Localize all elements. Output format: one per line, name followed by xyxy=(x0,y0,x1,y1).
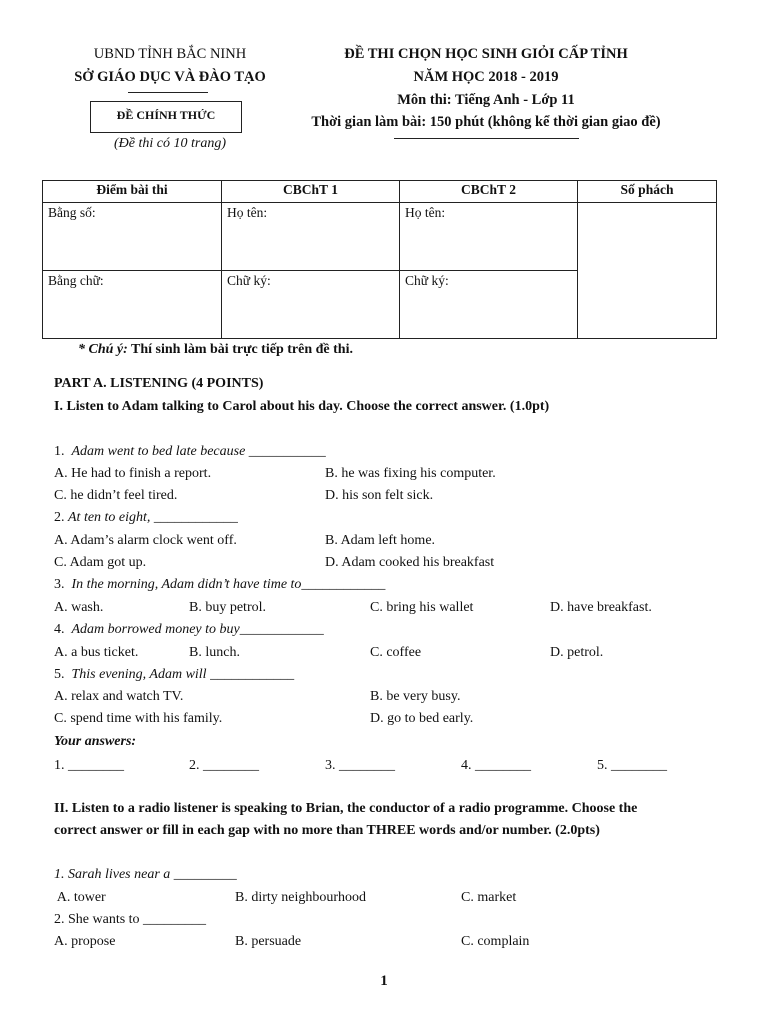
q2-option-b[interactable]: B. Adam left home. xyxy=(325,533,436,548)
question-5 xyxy=(54,667,294,683)
answer-4[interactable]: 4. ________ xyxy=(461,758,531,773)
examiner-1-signature[interactable]: Chữ ký: xyxy=(222,271,400,339)
header-examiner-1: CBChT 1 xyxy=(222,181,400,203)
question-1 xyxy=(54,444,326,460)
header-code: Số phách xyxy=(578,181,717,203)
official-label: ĐỀ CHÍNH THỨC xyxy=(116,108,216,122)
score-in-words[interactable]: Bằng chữ: xyxy=(43,271,222,339)
pages-note: (Đề thi có 10 trang) xyxy=(114,136,226,151)
authority-name: UBND TỈNH BẮC NINH xyxy=(93,46,247,62)
q1-option-c[interactable]: C. he didn’t feel tired. xyxy=(54,488,178,503)
s2-question-2: 2. She wants to _________ xyxy=(54,912,207,927)
question-5-text: This evening, Adam will ____________ xyxy=(71,667,295,682)
score-table xyxy=(42,180,717,339)
examiner-2-signature[interactable]: Chữ ký: xyxy=(400,271,578,339)
q2-option-c[interactable]: C. Adam got up. xyxy=(54,555,147,570)
header-underline-left xyxy=(128,92,208,93)
question-4-number: 4. xyxy=(54,622,65,637)
s2-q2-option-c[interactable]: C. complain xyxy=(461,934,530,949)
answer-1[interactable]: 1. ________ xyxy=(54,758,124,773)
time-line: Thời gian làm bài: 150 phút (không kể thời gian giao đề) xyxy=(311,114,661,130)
answers-label: Your answers: xyxy=(54,734,137,749)
exam-title: ĐỀ THI CHỌN HỌC SINH GIỎI CẤP TỈNH xyxy=(344,46,628,62)
question-4-text: Adam borrowed money to buy____________ xyxy=(71,622,324,637)
department-name: SỞ GIÁO DỤC VÀ ĐÀO TẠO xyxy=(74,69,266,85)
examiner-1-name[interactable]: Họ tên: xyxy=(222,203,400,271)
question-2-text: At ten to eight, ____________ xyxy=(68,510,238,525)
q5-option-c[interactable]: C. spend time with his family. xyxy=(54,711,223,726)
q4-option-a[interactable]: A. a bus ticket. xyxy=(54,645,139,660)
subject-line: Môn thi: Tiếng Anh - Lớp 11 xyxy=(397,92,575,108)
page-number: 1 xyxy=(380,973,388,989)
s2-q1-option-b[interactable]: B. dirty neighbourhood xyxy=(235,890,367,905)
q2-option-d[interactable]: D. Adam cooked his breakfast xyxy=(325,555,495,570)
question-2-number: 2. xyxy=(54,510,65,525)
question-5-number: 5. xyxy=(54,667,65,682)
s2-q1-option-c[interactable]: C. market xyxy=(461,890,517,905)
question-2 xyxy=(54,510,238,526)
q4-option-c[interactable]: C. coffee xyxy=(370,645,422,660)
question-1-text: Adam went to bed late because ___________ xyxy=(71,444,326,459)
question-1-number: 1. xyxy=(54,444,65,459)
header-examiner-2: CBChT 2 xyxy=(400,181,578,203)
q5-option-d[interactable]: D. go to bed early. xyxy=(370,711,474,726)
s2-q1-option-a[interactable]: A. tower xyxy=(54,890,106,905)
question-3-text: In the morning, Adam didn’t have time to____________ xyxy=(71,577,386,592)
s2-q2-option-a[interactable]: A. propose xyxy=(54,934,116,949)
q1-option-d[interactable]: D. his son felt sick. xyxy=(325,488,434,503)
section-2-title-line-2: correct answer or fill in each gap with no more than THREE words and/or number. (2.0pts) xyxy=(54,823,600,838)
examiner-2-name[interactable]: Họ tên: xyxy=(400,203,578,271)
header-score: Điểm bài thi xyxy=(43,181,222,203)
q3-option-b[interactable]: B. buy petrol. xyxy=(189,600,266,615)
s2-question-1: 1. Sarah lives near a _________ xyxy=(54,867,237,882)
q3-option-a[interactable]: A. wash. xyxy=(54,600,104,615)
score-in-numbers[interactable]: Bằng số: xyxy=(43,203,222,271)
section-1-title: I. Listen to Adam talking to Carol about his day. Choose the correct answer. (1.0pt) xyxy=(54,399,550,414)
code-cell[interactable] xyxy=(578,203,717,339)
q2-option-a[interactable]: A. Adam’s alarm clock went off. xyxy=(54,533,237,548)
part-a-title: PART A. LISTENING (4 POINTS) xyxy=(54,376,264,391)
school-year: NĂM HỌC 2018 - 2019 xyxy=(413,69,559,85)
answer-3[interactable]: 3. ________ xyxy=(325,758,395,773)
note-text: Thí sinh làm bài trực tiếp trên đề thi. xyxy=(127,342,353,357)
answer-5[interactable]: 5. ________ xyxy=(597,758,667,773)
q4-option-b[interactable]: B. lunch. xyxy=(189,645,240,660)
official-stamp-box xyxy=(90,101,242,133)
q4-option-d[interactable]: D. petrol. xyxy=(550,645,604,660)
q1-option-b[interactable]: B. he was fixing his computer. xyxy=(325,466,496,481)
q3-option-d[interactable]: D. have breakfast. xyxy=(550,600,652,615)
question-3 xyxy=(54,577,385,593)
s2-q2-option-b[interactable]: B. persuade xyxy=(235,934,302,949)
question-4 xyxy=(54,622,324,638)
section-2-title-line-1: II. Listen to a radio listener is speaking to Brian, the conductor of a radio programme. Choose the xyxy=(54,801,638,816)
q5-option-a[interactable]: A. relax and watch TV. xyxy=(54,689,184,704)
answer-2[interactable]: 2. ________ xyxy=(189,758,259,773)
header-underline-right xyxy=(394,138,579,139)
q5-option-b[interactable]: B. be very busy. xyxy=(370,689,461,704)
note xyxy=(78,342,353,358)
q3-option-c[interactable]: C. bring his wallet xyxy=(370,600,474,615)
q1-option-a[interactable]: A. He had to finish a report. xyxy=(54,466,212,481)
note-label: * Chú ý: xyxy=(78,342,128,357)
question-3-number: 3. xyxy=(54,577,65,592)
